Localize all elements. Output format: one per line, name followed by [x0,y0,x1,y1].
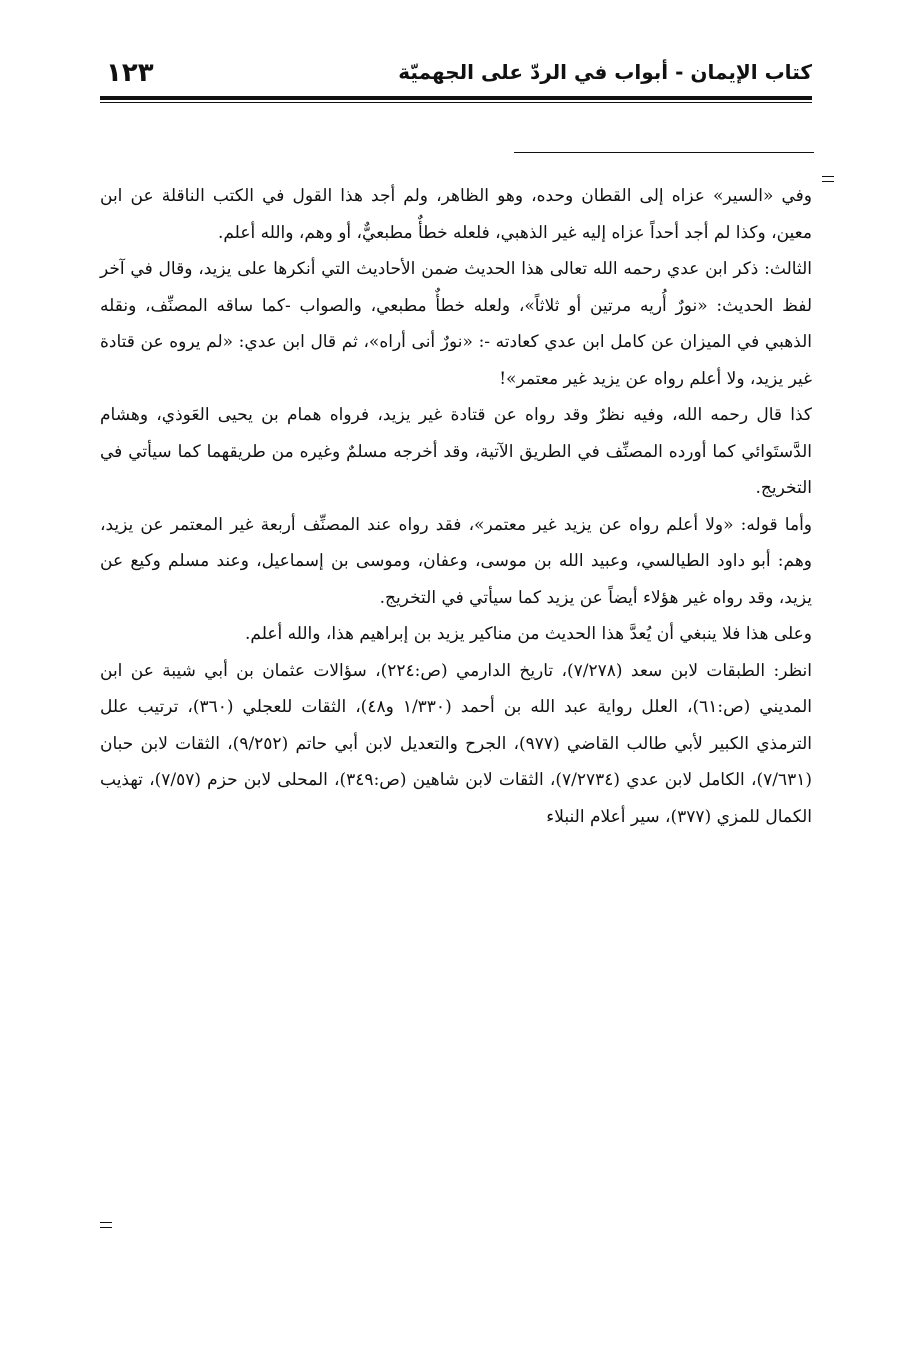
paragraph-conclusion: وعلى هذا فلا ينبغي أن يُعدَّ هذا الحديث من مناكير يزيد بن إبراهيم هذا، والله أعلم. [245,624,812,644]
running-title: كتاب الإيمان - أبواب في الردّ على الجهميّة [398,60,812,84]
page-number: ١٢٣ [106,58,154,88]
page-header [100,52,812,96]
footnote-separator [514,152,814,153]
paragraph-references: انظر: الطبقات لابن سعد (٧/٢٧٨)، تاريخ الدارمي (ص:٢٢٤)، سؤالات عثمان بن أبي شيبة عن ابن المديني (ص:٦١)، العلل رواية عبد الله بن أحمد (١/٣٣٠ و٤٨)، الثقات للعجلي (٣٦٠)، ترتيب علل الترمذي الكبير لأبي طالب القاضي (٩٧٧)، الجرح والتعديل لابن أبي حاتم (٩/٢٥٢)، الثقات لابن حبان (٧/٦٣١)، الكامل لابن عدي (٧/٢٧٣٤)، الثقات لابن شاهين (ص:٣٤٩)، المحلى لابن حزم (٧/٥٧)، تهذيب الكمال للمزي (٣٧٧)، سير أعلام النبلاء [100,660,813,827]
header-rule [100,96,812,100]
paragraph-critique: كذا قال رحمه الله، وفيه نظرٌ وقد رواه عن قتادة غير يزيد، فرواه همام بن يحيى العَوذي، وهشام الدَّستَوائي كما أورده المصنِّف في الطريق الآتية، وقد أخرجه مسلمٌ وغيره من طريقهما كما سيأتي في التخريج. [100,405,812,498]
continuation-mark-top [822,176,834,182]
header-rule-thin [100,102,812,103]
continuation-mark-bottom [100,1222,112,1228]
paragraph-narrators: وأما قوله: «ولا أعلم رواه عن يزيد غير معتمر»، فقد رواه عند المصنِّف أربعة غير المعتمر عن يزيد، وهم: أبو داود الطيالسي، وعبيد الله بن موسى، وعفان، وموسى بن إسماعيل، وعند مسلم وكيع عن يزيد، وقد رواه غير هؤلاء أيضاً عن يزيد كما سيأتي في التخريج. [100,514,812,608]
paragraph-third-point: الثالث: ذكر ابن عدي رحمه الله تعالى هذا الحديث ضمن الأحاديث التي أنكرها على يزيد، وقال في آخر لفظ الحديث: «نورٌ أُريه مرتين أو ثلاثاً»، ولعله خطأٌ مطبعي، والصواب -كما ساقه المصنِّف، ونقله الذهبي في الميزان عن كامل ابن عدي كعادته -: «نورٌ أنى أراه»، ثم قال ابن عدي: «لم يروه عن قتادة غير يزيد، ولا أعلم رواه عن يزيد غير معتمر»! [100,259,812,389]
footnote-body [100,178,812,835]
paragraph-sources-note: وفي «السير» عزاه إلى القطان وحده، وهو الظاهر، ولم أجد هذا القول في الكتب الناقلة عن ابن معين، وكذا لم أجد أحداً عزاه إليه غير الذهبي، فلعله خطأٌ مطبعيٌّ، أو وهم، والله أعلم. [100,186,812,243]
